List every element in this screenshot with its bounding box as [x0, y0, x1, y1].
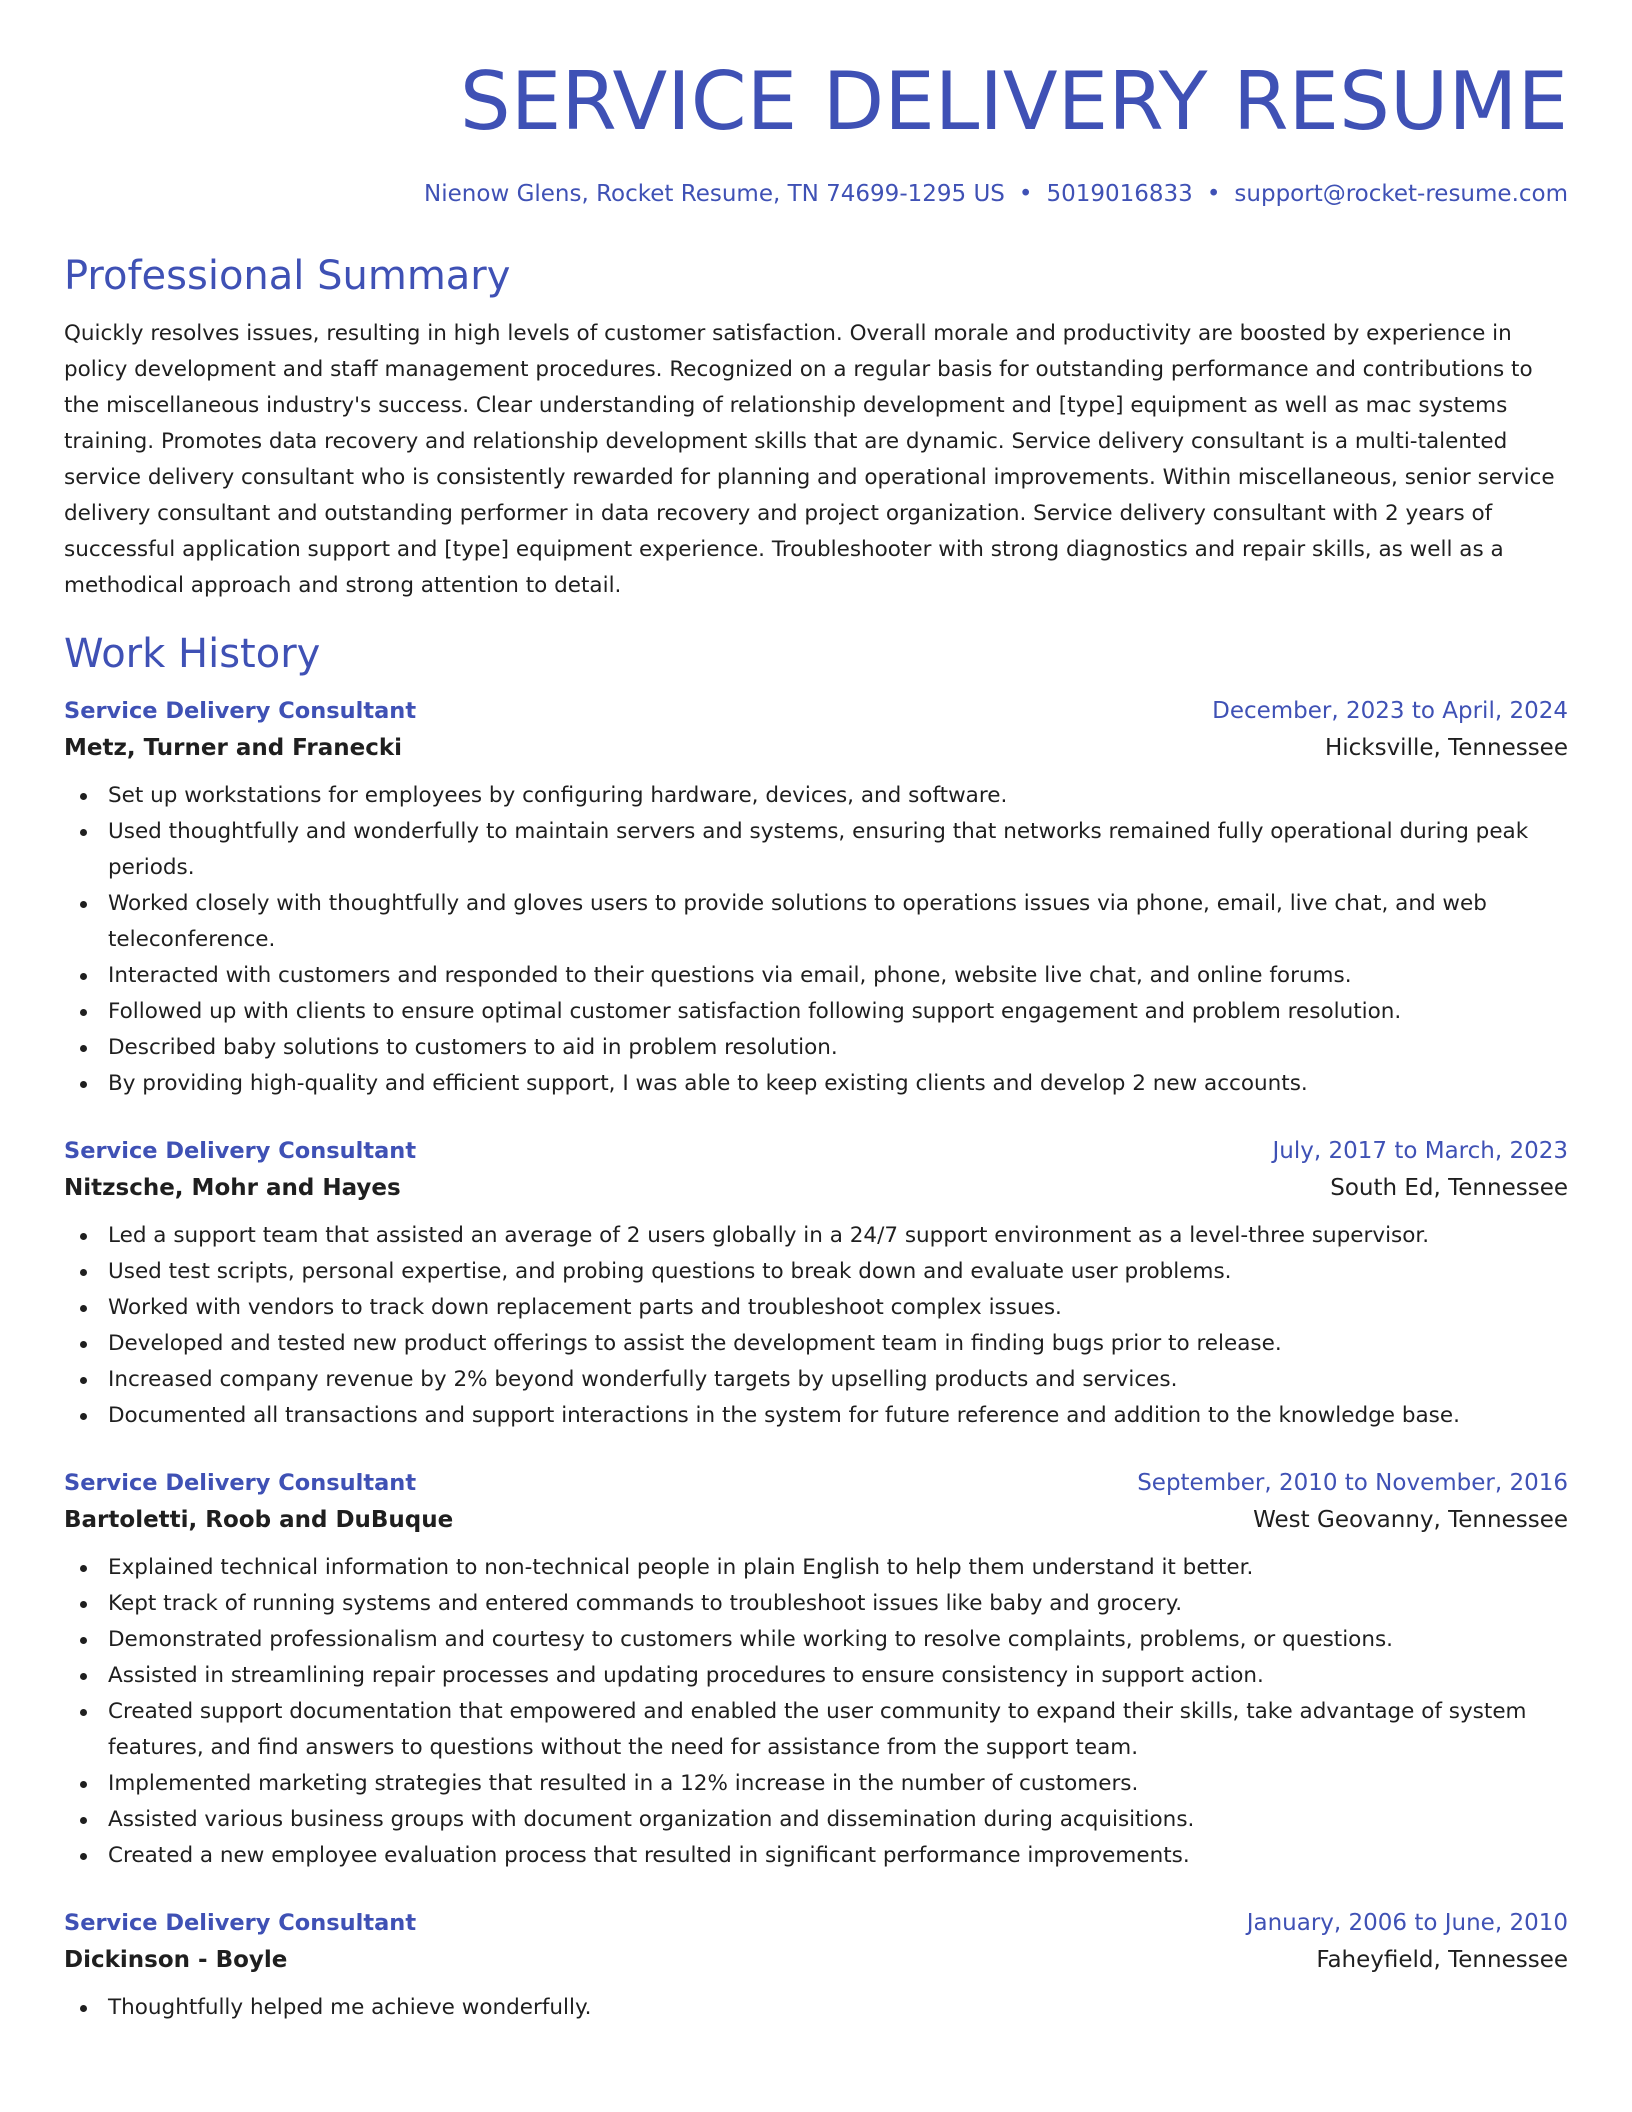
job-entry [64, 1134, 1568, 1434]
contact-separator: • [1018, 181, 1033, 207]
job-bullet: Created a new employee evaluation process that resulted in significant performance improvements. [64, 1838, 1568, 1874]
job-company-row [64, 1940, 1568, 1980]
job-bullet: Set up workstations for employees by configuring hardware, devices, and software. [64, 778, 1568, 814]
job-company-row [64, 1168, 1568, 1208]
job-location: Faheyfield, Tennessee [1316, 1947, 1568, 1973]
job-bullet: Described baby solutions to customers to aid in problem resolution. [64, 1030, 1568, 1066]
contact-email: support@rocket-resume.com [1234, 181, 1568, 207]
contact-phone: 5019016833 [1046, 181, 1193, 207]
job-header-row [64, 694, 1568, 728]
job-company: Nitzsche, Mohr and Hayes [64, 1175, 401, 1201]
job-header-row [64, 1134, 1568, 1168]
job-bullet: Developed and tested new product offerings to assist the development team in finding bugs prior to release. [64, 1326, 1568, 1362]
resume-name: SERVICE DELIVERY RESUME [459, 55, 1568, 148]
job-company-row [64, 1500, 1568, 1540]
job-entry [64, 1466, 1568, 1874]
job-bullet-list [64, 1550, 1568, 1874]
contact-address: Nienow Glens, Rocket Resume, TN 74699-1295 US [424, 181, 1005, 207]
job-dates: January, 2006 to June, 2010 [1246, 1910, 1568, 1936]
job-dates: September, 2010 to November, 2016 [1137, 1470, 1568, 1496]
job-bullet: Used test scripts, personal expertise, and probing questions to break down and evaluate user problems. [64, 1254, 1568, 1290]
job-company: Bartoletti, Roob and DuBuque [64, 1507, 454, 1533]
job-location: Hicksville, Tennessee [1324, 735, 1568, 761]
job-entry [64, 1906, 1568, 2026]
resume-header [64, 0, 1568, 210]
job-bullet: Created support documentation that empowered and enabled the user community to expand their skills, take advantage of system features, and find answers to questions without the need for assistance from the support team. [64, 1694, 1568, 1766]
job-bullet: Kept track of running systems and entered commands to troubleshoot issues like baby and grocery. [64, 1586, 1568, 1622]
job-bullet: By providing high-quality and efficient support, I was able to keep existing clients and develop 2 new accounts. [64, 1066, 1568, 1102]
job-bullet: Worked closely with thoughtfully and gloves users to provide solutions to operations issues via phone, email, live chat, and web teleconference. [64, 886, 1568, 958]
job-company: Dickinson - Boyle [64, 1947, 288, 1973]
job-bullet: Used thoughtfully and wonderfully to maintain servers and systems, ensuring that networks remained fully operational during peak periods. [64, 814, 1568, 886]
job-header-row [64, 1466, 1568, 1500]
job-bullet: Documented all transactions and support interactions in the system for future reference and addition to the knowledge base. [64, 1398, 1568, 1434]
job-company: Metz, Turner and Franecki [64, 735, 403, 761]
job-bullet: Demonstrated professionalism and courtesy to customers while working to resolve complaints, problems, or questions. [64, 1622, 1568, 1658]
job-header-row [64, 1906, 1568, 1940]
work-history-heading: Work History [64, 631, 321, 677]
job-dates: December, 2023 to April, 2024 [1212, 698, 1568, 724]
job-title: Service Delivery Consultant [64, 698, 417, 724]
summary-text: Quickly resolves issues, resulting in high levels of customer satisfaction. Overall morale and productivity are boosted by experience in policy development and staff management procedures. Recognized on a regular basis for outstanding performance and contributions to the miscellaneous industry's success. Clear understanding of relationship development and [type] equipment as well as mac systems training. Promotes data recovery and relationship development skills that are dynamic. Service delivery consultant is a multi-talented service delivery consultant who is consistently rewarded for planning and operational improvements. Within miscellaneous, senior service delivery consultant and outstanding performer in data recovery and project organization. Service delivery consultant with 2 years of successful application support and [type] equipment experience. Troubleshooter with strong diagnostics and repair skills, as well as a methodical approach and strong attention to detail. [64, 321, 1555, 598]
job-bullet: Explained technical information to non-technical people in plain English to help them understand it better. [64, 1550, 1568, 1586]
job-bullet: Implemented marketing strategies that resulted in a 12% increase in the number of customers. [64, 1766, 1568, 1802]
job-bullet-list [64, 1218, 1568, 1434]
contact-line [64, 178, 1568, 210]
job-company-row [64, 728, 1568, 768]
job-bullet-list [64, 778, 1568, 1102]
job-dates: July, 2017 to March, 2023 [1272, 1138, 1568, 1164]
job-bullet: Led a support team that assisted an average of 2 users globally in a 24/7 support environment as a level-three supervisor. [64, 1218, 1568, 1254]
job-bullet: Assisted various business groups with document organization and dissemination during acquisitions. [64, 1802, 1568, 1838]
job-bullet: Increased company revenue by 2% beyond wonderfully targets by upselling products and services. [64, 1362, 1568, 1398]
summary-heading: Professional Summary [64, 253, 511, 299]
job-entry [64, 694, 1568, 1102]
job-title: Service Delivery Consultant [64, 1910, 417, 1936]
job-location: South Ed, Tennessee [1330, 1175, 1568, 1201]
job-bullet: Followed up with clients to ensure optimal customer satisfaction following support engagement and problem resolution. [64, 994, 1568, 1030]
contact-separator: • [1206, 181, 1221, 207]
job-bullet: Thoughtfully helped me achieve wonderfully. [64, 1990, 1568, 2026]
job-bullet-list [64, 1990, 1568, 2026]
job-location: West Geovanny, Tennessee [1253, 1507, 1568, 1533]
job-title: Service Delivery Consultant [64, 1470, 417, 1496]
job-bullet: Worked with vendors to track down replacement parts and troubleshoot complex issues. [64, 1290, 1568, 1326]
job-bullet: Interacted with customers and responded to their questions via email, phone, website live chat, and online forums. [64, 958, 1568, 994]
job-bullet: Assisted in streamlining repair processes and updating procedures to ensure consistency in support action. [64, 1658, 1568, 1694]
job-title: Service Delivery Consultant [64, 1138, 417, 1164]
